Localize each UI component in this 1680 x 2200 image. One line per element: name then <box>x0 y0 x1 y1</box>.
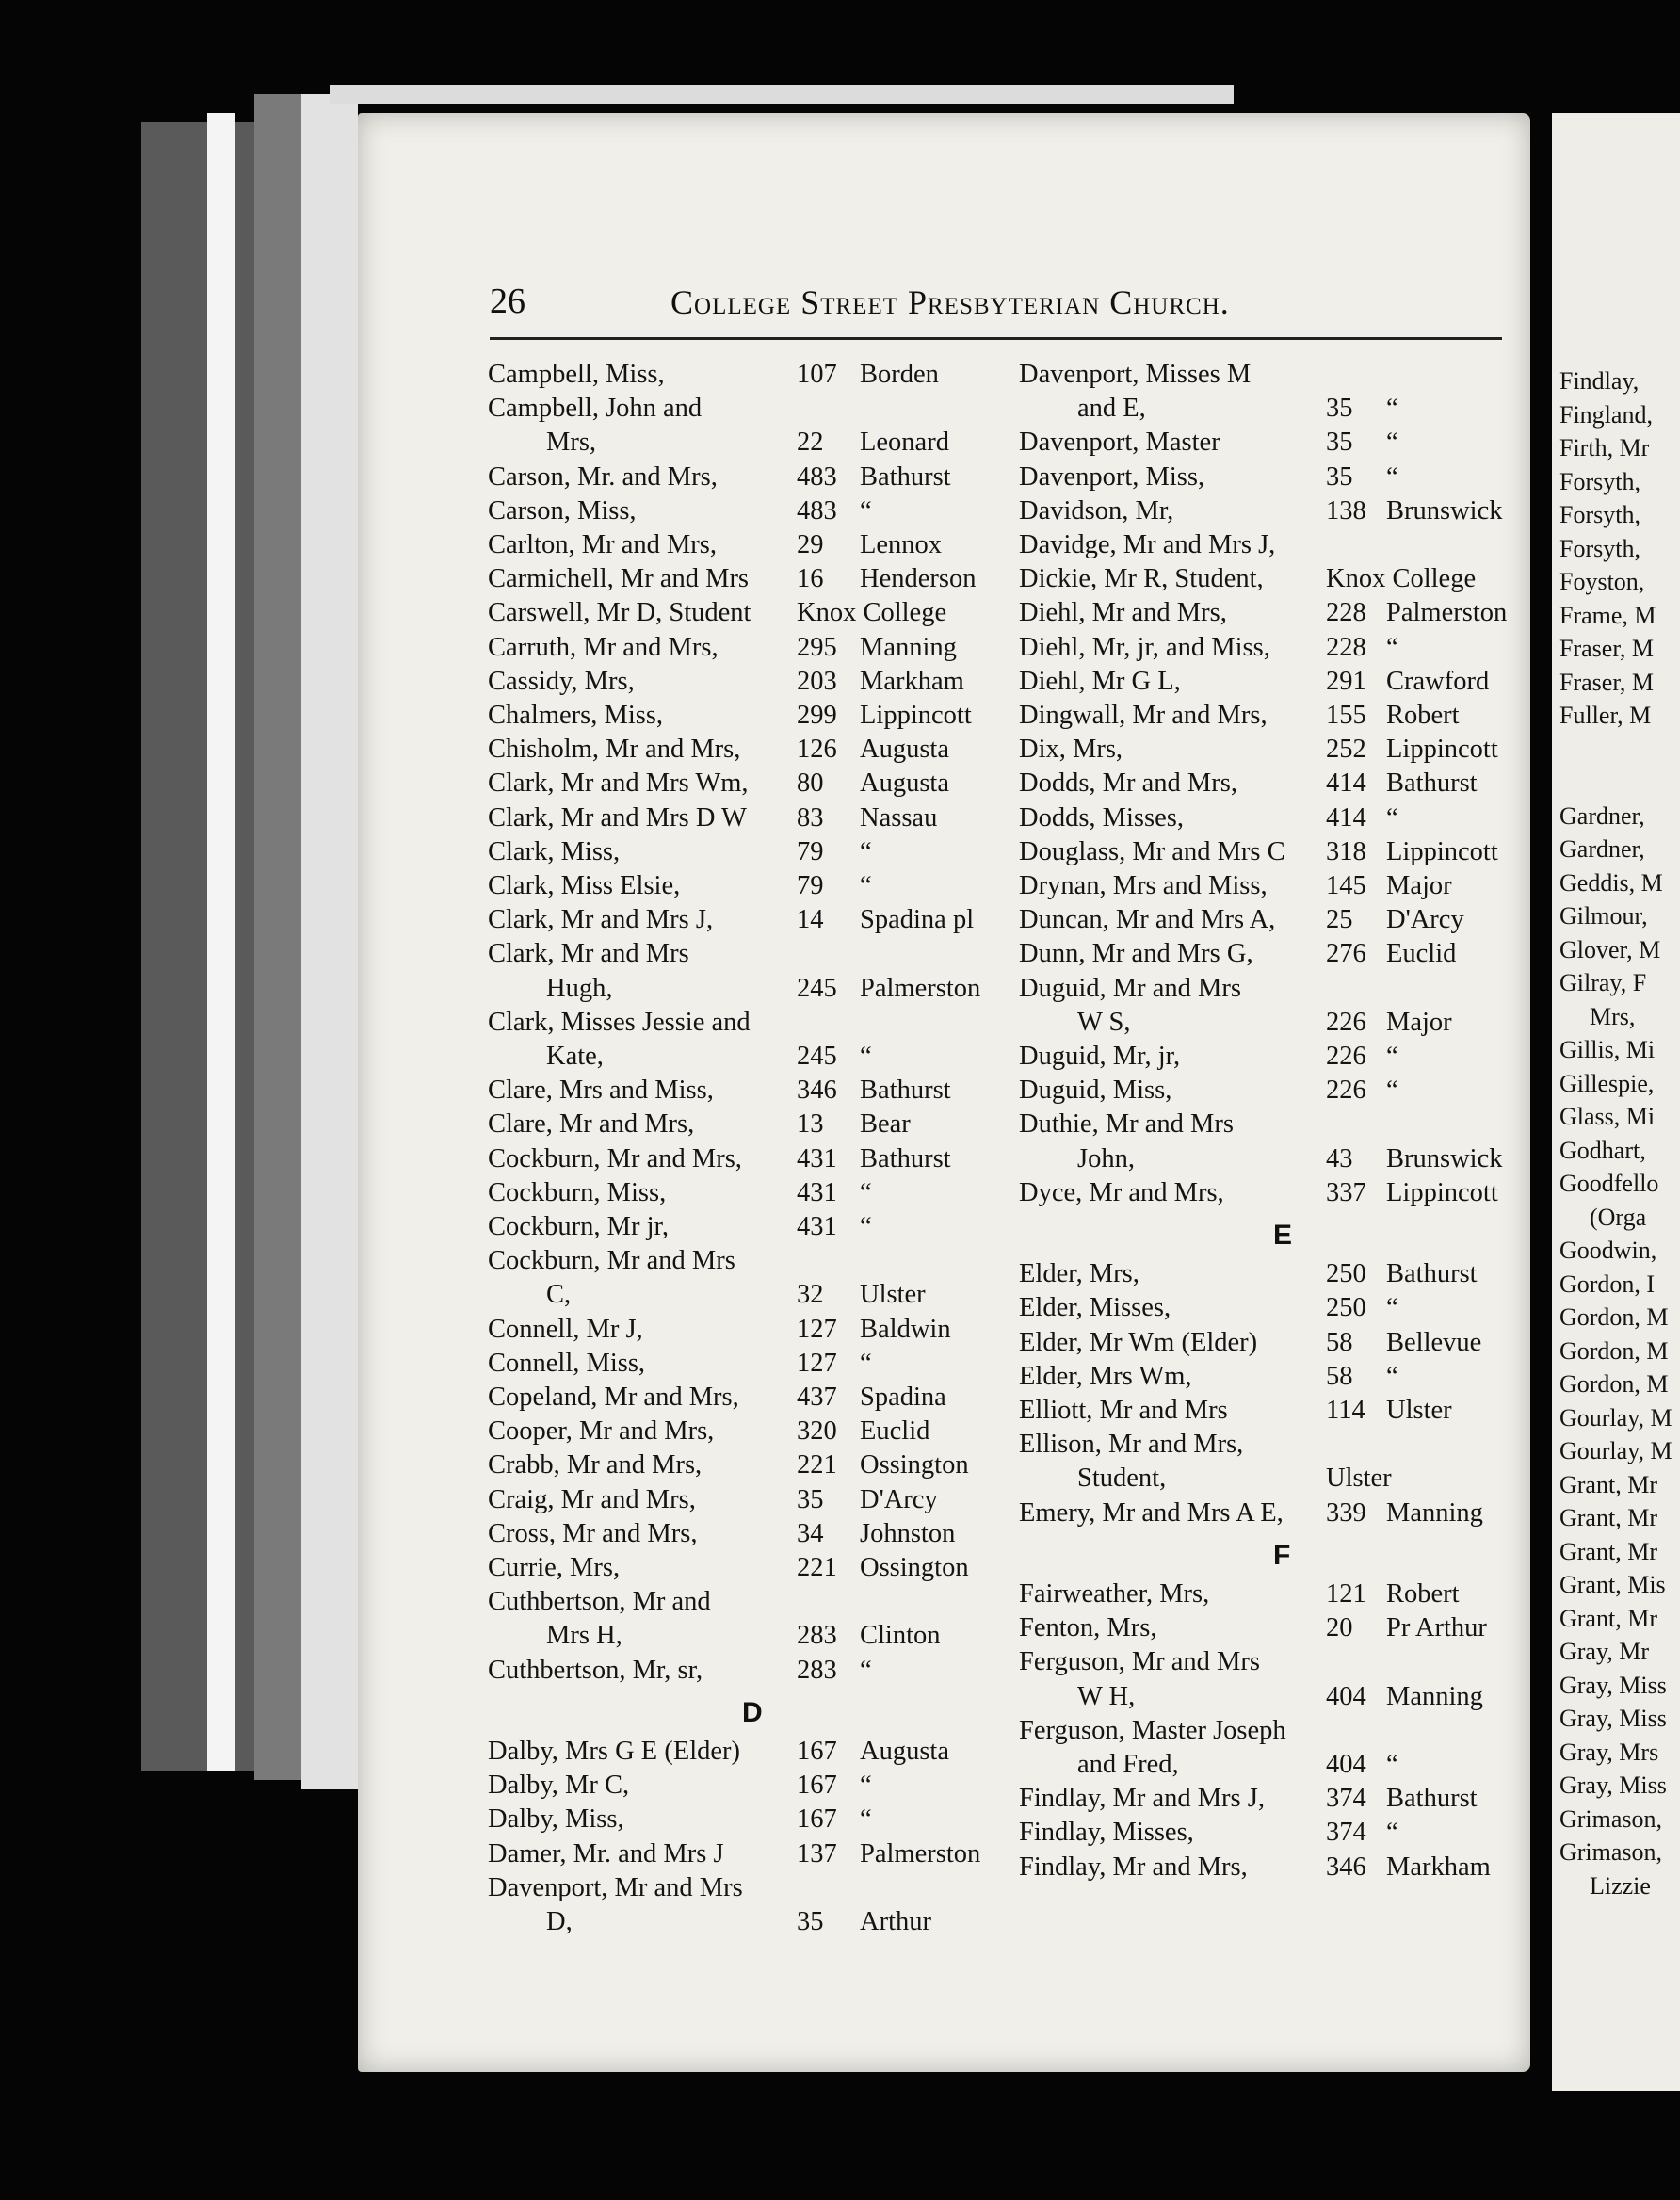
facing-page-entry: Fuller, M <box>1559 702 1652 729</box>
entry-house-number: 437 <box>797 1383 837 1412</box>
entry-street: Robert <box>1386 1579 1460 1609</box>
entry-street: “ <box>1386 1076 1398 1106</box>
entry-house-number: 127 <box>797 1314 837 1344</box>
entry-house-number: 250 <box>1326 1259 1366 1289</box>
entry-street: Euclid <box>1386 939 1457 969</box>
entry-street: “ <box>1386 1042 1398 1071</box>
entry-house-number: 121 <box>1326 1579 1366 1609</box>
entry-house-number: 320 <box>797 1416 837 1447</box>
entry-name: Carruth, Mr and Mrs, <box>488 632 719 662</box>
entry-name: Damer, Mr. and Mrs J <box>488 1838 724 1868</box>
facing-page-entry: Firth, Mr <box>1559 434 1650 461</box>
entry-house-number: 35 <box>1326 428 1353 458</box>
entry-street: “ <box>1386 461 1398 492</box>
entry-house-number: 35 <box>1326 461 1353 492</box>
entry-name: Elder, Mrs, <box>1019 1259 1139 1289</box>
entry-street: “ <box>860 1804 872 1835</box>
entry-street: Lippincott <box>860 701 972 730</box>
facing-page-entry: Forsyth, <box>1559 467 1640 495</box>
entry-street: Palmerston <box>860 1838 981 1868</box>
entry-street: Bathurst <box>1386 1259 1478 1289</box>
entry-house-number: 35 <box>797 1484 824 1514</box>
entry-street: Pr Arthur <box>1386 1613 1487 1643</box>
page-header <box>471 281 1507 330</box>
entry-street: “ <box>860 1348 872 1378</box>
entry-name: Cooper, Mr and Mrs, <box>488 1416 715 1447</box>
section-letter: F <box>1273 1539 1291 1571</box>
entry-house-number: 126 <box>797 735 837 765</box>
section-letter: E <box>1273 1220 1293 1251</box>
entry-name: C, <box>546 1280 572 1310</box>
entry-house-number: 34 <box>797 1518 824 1548</box>
entry-name: W S, <box>1077 1007 1131 1037</box>
entry-name: Carson, Miss, <box>488 495 637 526</box>
entry-house-number: 226 <box>1326 1007 1366 1037</box>
entry-name: Dalby, Mrs G E (Elder) <box>488 1737 741 1766</box>
entry-house-number: 114 <box>1326 1396 1365 1425</box>
entry-house-number: 13 <box>797 1109 824 1140</box>
facing-page-entry: Foyston, <box>1559 568 1645 595</box>
entry-name: Clark, Miss Elsie, <box>488 871 681 900</box>
entry-name: Mrs H, <box>546 1621 622 1651</box>
entry-house-number: 79 <box>797 836 824 866</box>
facing-page-entry: Gray, Mr <box>1559 1638 1650 1665</box>
entry-house-number: 295 <box>797 632 837 662</box>
entry-street: Borden <box>860 360 939 389</box>
entry-name: Connell, Mr J, <box>488 1314 643 1344</box>
entry-house-number: 80 <box>797 768 824 799</box>
entry-house-number: 414 <box>1326 768 1366 799</box>
entry-house-number: 138 <box>1326 495 1366 526</box>
facing-page-entry: Gray, Miss <box>1559 1671 1667 1699</box>
entry-house-number: 299 <box>797 701 837 730</box>
entry-street: Ulster <box>1386 1396 1452 1425</box>
entry-house-number: 127 <box>797 1348 837 1378</box>
entry-name: Cockburn, Mr and Mrs, <box>488 1143 742 1173</box>
entry-name: Carswell, Mr D, Student <box>488 598 751 628</box>
entry-house-number: 167 <box>797 1737 837 1766</box>
entry-name: Kate, <box>546 1042 604 1071</box>
facing-page-entry: Glover, M <box>1559 935 1661 963</box>
entry-street: Nassau <box>860 802 938 833</box>
entry-street: Spadina pl <box>860 905 975 935</box>
entry-name: Carson, Mr. and Mrs, <box>488 461 718 492</box>
entry-street: Palmerston <box>860 973 981 1003</box>
entry-house-number: 346 <box>797 1076 837 1106</box>
entry-street: Knox College <box>1326 564 1477 594</box>
facing-page-entry: Gordon, I <box>1559 1270 1656 1298</box>
entry-street: “ <box>860 1771 872 1801</box>
entry-street: Euclid <box>860 1416 930 1447</box>
entry-street: Clinton <box>860 1621 941 1651</box>
entry-street: “ <box>860 1212 872 1241</box>
entry-name: Findlay, Mr and Mrs J, <box>1019 1784 1265 1814</box>
entry-street: Lippincott <box>1386 1177 1498 1207</box>
entry-name: Dodds, Mr and Mrs, <box>1019 768 1237 799</box>
entry-house-number: 339 <box>1326 1497 1366 1528</box>
entry-street: Bathurst <box>860 461 951 492</box>
entry-name: Elder, Mr Wm (Elder) <box>1019 1327 1258 1357</box>
entry-name: Dunn, Mr and Mrs G, <box>1019 939 1253 969</box>
entry-street: Arthur <box>860 1907 931 1936</box>
entry-name: W H, <box>1077 1681 1136 1711</box>
header-rule <box>490 337 1502 340</box>
entry-name: Ferguson, Master Joseph <box>1019 1715 1286 1745</box>
facing-page-entry: Forsyth, <box>1559 534 1640 562</box>
entry-street: Lippincott <box>1386 735 1498 765</box>
entry-name: Clare, Mrs and Miss, <box>488 1076 714 1106</box>
entry-name: Duthie, Mr and Mrs <box>1019 1109 1234 1140</box>
facing-page-entry: Gardner, <box>1559 835 1645 863</box>
facing-page-entry: Grimason, <box>1559 1804 1663 1833</box>
facing-page-entry: Gray, Mrs <box>1559 1738 1659 1766</box>
entry-house-number: 167 <box>797 1771 837 1801</box>
entry-street: Baldwin <box>860 1314 951 1344</box>
entry-house-number: 337 <box>1326 1177 1366 1207</box>
entry-name: Connell, Miss, <box>488 1348 646 1378</box>
entry-street: Ulster <box>860 1280 926 1310</box>
entry-house-number: 29 <box>797 530 824 559</box>
entry-house-number: 203 <box>797 666 837 696</box>
entry-name: D, <box>546 1907 573 1936</box>
section-letter: D <box>742 1696 763 1728</box>
entry-house-number: 228 <box>1326 598 1366 628</box>
entry-name: Duguid, Mr and Mrs <box>1019 973 1241 1003</box>
running-title: College Street Presbyterian Church. <box>670 283 1230 321</box>
facing-page-entry: Grimason, <box>1559 1838 1663 1866</box>
entry-house-number: 276 <box>1326 939 1366 969</box>
entry-name: Dalby, Mr C, <box>488 1771 630 1801</box>
entry-house-number: 16 <box>797 564 824 594</box>
entry-house-number: 107 <box>797 360 837 389</box>
entry-name: Clark, Mr and Mrs Wm, <box>488 768 749 799</box>
entry-name: Hugh, <box>546 973 613 1003</box>
entry-name: Copeland, Mr and Mrs, <box>488 1383 739 1412</box>
entry-name: Emery, Mr and Mrs A E, <box>1019 1497 1284 1528</box>
page-stack-edge <box>207 113 235 1771</box>
entry-name: Duguid, Mr, jr, <box>1019 1042 1181 1071</box>
entry-street: Manning <box>1386 1681 1483 1711</box>
facing-page-entry: Lizzie <box>1590 1871 1651 1900</box>
entry-house-number: 245 <box>797 973 837 1003</box>
entry-street: Augusta <box>860 1737 949 1766</box>
entry-street: “ <box>1386 1750 1398 1779</box>
entry-name: Clark, Mr and Mrs D W <box>488 802 747 833</box>
entry-street: Major <box>1386 1007 1452 1037</box>
entry-name: Davenport, Miss, <box>1019 461 1205 492</box>
entry-house-number: 318 <box>1326 836 1366 866</box>
facing-page-entry: Fraser, M <box>1559 635 1655 662</box>
entry-name: Crabb, Mr and Mrs, <box>488 1450 703 1480</box>
facing-page-entry: Gillespie, <box>1559 1069 1655 1097</box>
entry-name: Drynan, Mrs and Miss, <box>1019 871 1268 900</box>
entry-street: Brunswick <box>1386 1143 1503 1173</box>
entry-name: Cockburn, Mr jr, <box>488 1212 669 1241</box>
facing-page-entry: Gordon, M <box>1559 1303 1669 1331</box>
entry-name: Clare, Mr and Mrs, <box>488 1109 695 1140</box>
entry-name: Dingwall, Mr and Mrs, <box>1019 701 1268 730</box>
entry-house-number: 58 <box>1326 1361 1353 1391</box>
entry-house-number: 145 <box>1326 871 1366 900</box>
facing-page-entry: Fingland, <box>1559 400 1653 429</box>
entry-house-number: 291 <box>1326 666 1366 696</box>
entry-name: Fairweather, Mrs, <box>1019 1579 1210 1609</box>
entry-name: Carmichell, Mr and Mrs <box>488 564 750 594</box>
facing-page-entry: (Orga <box>1590 1203 1647 1231</box>
entry-name: and E, <box>1077 394 1146 424</box>
entry-name: Campbell, Miss, <box>488 360 665 389</box>
entry-street: “ <box>860 836 872 866</box>
entry-house-number: 483 <box>797 461 837 492</box>
entry-name: Elliott, Mr and Mrs <box>1019 1396 1228 1425</box>
entry-house-number: 404 <box>1326 1750 1366 1779</box>
entry-street: Henderson <box>860 564 977 594</box>
entry-street: Brunswick <box>1386 495 1503 526</box>
entry-street: “ <box>860 1177 872 1207</box>
entry-name: Carlton, Mr and Mrs, <box>488 530 718 559</box>
entry-house-number: 35 <box>1326 394 1353 424</box>
entry-name: Davidson, Mr, <box>1019 495 1174 526</box>
entry-house-number: 226 <box>1326 1076 1366 1106</box>
entry-name: Mrs, <box>546 428 597 458</box>
entry-house-number: 283 <box>797 1621 837 1651</box>
entry-street: Knox College <box>797 598 947 628</box>
page-stack-edge <box>301 94 358 1789</box>
entry-house-number: 404 <box>1326 1681 1366 1711</box>
entry-street: “ <box>1386 802 1398 833</box>
entry-street: “ <box>860 871 872 900</box>
entry-street: “ <box>860 1655 872 1685</box>
facing-page-entry: Fraser, M <box>1559 668 1655 696</box>
entry-name: Campbell, John and <box>488 394 703 424</box>
entry-name: Davidge, Mr and Mrs J, <box>1019 530 1276 559</box>
entry-name: Chalmers, Miss, <box>488 701 664 730</box>
entry-house-number: 374 <box>1326 1784 1366 1814</box>
entry-name: Cockburn, Mr and Mrs <box>488 1246 735 1276</box>
entry-name: John, <box>1077 1143 1135 1173</box>
entry-name: Findlay, Mr and Mrs, <box>1019 1852 1248 1882</box>
entry-street: Augusta <box>860 735 949 765</box>
entry-name: Dickie, Mr R, Student, <box>1019 564 1264 594</box>
entry-name: Dodds, Misses, <box>1019 802 1184 833</box>
entry-street: “ <box>1386 428 1398 458</box>
entry-name: Duncan, Mr and Mrs A, <box>1019 905 1276 935</box>
facing-page-entry: Frame, M <box>1559 601 1656 629</box>
entry-house-number: 226 <box>1326 1042 1366 1071</box>
entry-street: “ <box>1386 1293 1398 1323</box>
entry-name: Cuthbertson, Mr and <box>488 1587 711 1617</box>
entry-house-number: 374 <box>1326 1818 1366 1848</box>
facing-page-entry: Gilray, F <box>1559 969 1647 996</box>
facing-page-entry: Grant, Mr <box>1559 1504 1657 1531</box>
entry-house-number: 431 <box>797 1143 837 1173</box>
entry-house-number: 252 <box>1326 735 1366 765</box>
facing-page-entry: Grant, Mis <box>1559 1571 1666 1598</box>
entry-street: Bathurst <box>860 1076 951 1106</box>
entry-name: Elder, Misses, <box>1019 1293 1171 1323</box>
entry-name: Findlay, Misses, <box>1019 1818 1194 1848</box>
facing-page <box>1552 113 1680 2091</box>
facing-page-entry: Findlay, <box>1559 367 1640 395</box>
entry-street: Robert <box>1386 701 1460 730</box>
entry-house-number: 35 <box>797 1907 824 1936</box>
entry-street: D'Arcy <box>860 1484 938 1514</box>
entry-street: Markham <box>1386 1852 1491 1882</box>
entry-house-number: 431 <box>797 1212 837 1241</box>
facing-page-entry: Goodfello <box>1559 1170 1659 1197</box>
facing-page-entry: Forsyth, <box>1559 501 1640 528</box>
facing-page-entry: Mrs, <box>1590 1002 1636 1030</box>
facing-page-entry: Glass, Mi <box>1559 1103 1656 1130</box>
entry-house-number: 14 <box>797 905 824 935</box>
facing-page-entry: Gardner, <box>1559 801 1645 830</box>
entry-name: Davenport, Misses M <box>1019 360 1252 389</box>
entry-name: Ellison, Mr and Mrs, <box>1019 1430 1244 1460</box>
entry-house-number: 43 <box>1326 1143 1353 1173</box>
entry-name: Cockburn, Miss, <box>488 1177 667 1207</box>
entry-name: Chisholm, Mr and Mrs, <box>488 735 741 765</box>
entry-street: Bellevue <box>1386 1327 1482 1357</box>
entry-name: Diehl, Mr and Mrs, <box>1019 598 1227 628</box>
entry-name: Dyce, Mr and Mrs, <box>1019 1177 1224 1207</box>
entry-name: Student, <box>1077 1464 1167 1494</box>
entry-street: Bear <box>860 1109 911 1140</box>
facing-page-entry: Grant, Mr <box>1559 1537 1657 1565</box>
entry-street: Spadina <box>860 1383 946 1412</box>
facing-page-entry: Goodwin, <box>1559 1237 1657 1264</box>
entry-name: Dix, Mrs, <box>1019 735 1123 765</box>
entry-name: Duguid, Miss, <box>1019 1076 1172 1106</box>
entry-name: Craig, Mr and Mrs, <box>488 1484 696 1514</box>
entry-name: Davenport, Mr and Mrs <box>488 1872 743 1902</box>
facing-page-entry: Grant, Mr <box>1559 1604 1657 1632</box>
entry-street: Lippincott <box>1386 836 1498 866</box>
entry-name: Clark, Misses Jessie and <box>488 1007 751 1037</box>
entry-house-number: 137 <box>797 1838 837 1868</box>
entry-street: “ <box>1386 632 1398 662</box>
entry-house-number: 79 <box>797 871 824 900</box>
facing-page-entry: Godhart, <box>1559 1136 1646 1164</box>
entry-name: Dalby, Miss, <box>488 1804 624 1835</box>
entry-name: Clark, Mr and Mrs J, <box>488 905 714 935</box>
entry-house-number: 221 <box>797 1553 837 1582</box>
facing-page-entry: Gilmour, <box>1559 902 1648 930</box>
entry-name: Diehl, Mr G L, <box>1019 666 1181 696</box>
entry-street: Bathurst <box>1386 768 1478 799</box>
entry-house-number: 155 <box>1326 701 1366 730</box>
page-number: 26 <box>490 282 525 321</box>
entry-name: Fenton, Mrs, <box>1019 1613 1157 1643</box>
entry-house-number: 20 <box>1326 1613 1353 1643</box>
entry-street: “ <box>1386 394 1398 424</box>
entry-house-number: 167 <box>797 1804 837 1835</box>
entry-street: “ <box>860 1042 872 1071</box>
entry-name: Clark, Miss, <box>488 836 621 866</box>
entry-street: Lennox <box>860 530 943 559</box>
entry-street: Bathurst <box>860 1143 951 1173</box>
entry-house-number: 25 <box>1326 905 1353 935</box>
entry-street: “ <box>1386 1361 1398 1391</box>
entry-house-number: 58 <box>1326 1327 1353 1357</box>
facing-page-entry: Grant, Mr <box>1559 1470 1657 1498</box>
entry-house-number: 431 <box>797 1177 837 1207</box>
entry-name: Cassidy, Mrs, <box>488 666 635 696</box>
entry-house-number: 346 <box>1326 1852 1366 1882</box>
entry-house-number: 250 <box>1326 1293 1366 1323</box>
page-stack-edge <box>141 122 254 1771</box>
entry-name: and Fred, <box>1077 1750 1179 1779</box>
entry-street: Manning <box>1386 1497 1483 1528</box>
entry-name: Davenport, Master <box>1019 428 1220 458</box>
entry-street: Palmerston <box>1386 598 1508 628</box>
entry-street: Ossington <box>860 1450 969 1480</box>
entry-street: Crawford <box>1386 666 1490 696</box>
facing-page-entry: Gray, Miss <box>1559 1705 1667 1732</box>
entry-name: Clark, Mr and Mrs <box>488 939 689 969</box>
entry-house-number: 414 <box>1326 802 1366 833</box>
entry-house-number: 283 <box>797 1655 837 1685</box>
entry-name: Currie, Mrs, <box>488 1553 621 1582</box>
entry-street: Johnston <box>860 1518 956 1548</box>
facing-page-entry: Gray, Miss <box>1559 1771 1667 1799</box>
entry-house-number: 221 <box>797 1450 837 1480</box>
entry-name: Diehl, Mr, jr, and Miss, <box>1019 632 1270 662</box>
entry-name: Douglass, Mr and Mrs C <box>1019 836 1285 866</box>
entry-house-number: 228 <box>1326 632 1366 662</box>
entry-name: Cross, Mr and Mrs, <box>488 1518 698 1548</box>
entry-name: Ferguson, Mr and Mrs <box>1019 1647 1260 1677</box>
entry-house-number: 83 <box>797 802 824 833</box>
entry-street: Leonard <box>860 428 949 458</box>
entry-name: Cuthbertson, Mr, sr, <box>488 1655 703 1685</box>
entry-street: Markham <box>860 666 964 696</box>
entry-street: Ossington <box>860 1553 969 1582</box>
facing-page-entry: Gourlay, M <box>1559 1437 1672 1464</box>
entry-street: Augusta <box>860 768 949 799</box>
entry-street: Ulster <box>1326 1464 1392 1494</box>
entry-house-number: 22 <box>797 428 824 458</box>
facing-page-entry: Gordon, M <box>1559 1370 1669 1398</box>
entry-street: “ <box>1386 1818 1398 1848</box>
facing-page-entry: Gordon, M <box>1559 1336 1669 1365</box>
entry-street: “ <box>860 495 872 526</box>
entry-street: Manning <box>860 632 957 662</box>
entry-street: Bathurst <box>1386 1784 1478 1814</box>
entry-street: D'Arcy <box>1386 905 1464 935</box>
entry-house-number: 483 <box>797 495 837 526</box>
facing-page-entry: Geddis, M <box>1559 868 1663 897</box>
entry-street: Major <box>1386 871 1452 900</box>
facing-page-entry: Gourlay, M <box>1559 1403 1672 1432</box>
entry-house-number: 32 <box>797 1280 824 1310</box>
entry-house-number: 245 <box>797 1042 837 1071</box>
page-stack-edge <box>330 85 1234 104</box>
facing-page-entry: Gillis, Mi <box>1559 1036 1656 1063</box>
entry-name: Elder, Mrs Wm, <box>1019 1361 1192 1391</box>
